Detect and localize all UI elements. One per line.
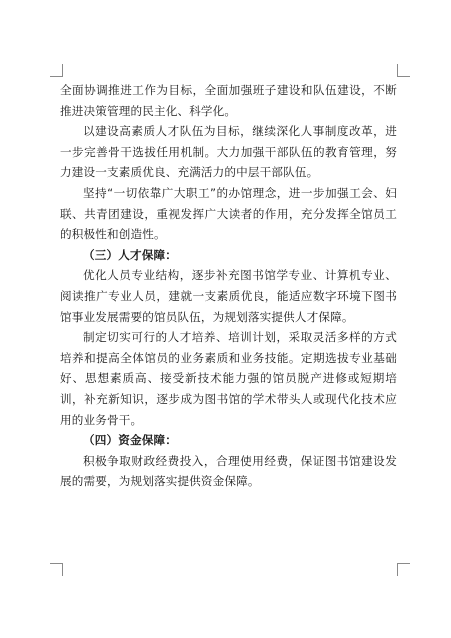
- crop-mark-bottom-left: [50, 563, 63, 576]
- paragraph-funding: 积极争取财政经费投入，合理使用经费，保证图书馆建设发展的需要，为规划落实提供资金保障。: [60, 453, 397, 489]
- paragraph-talent-team: 以建设高素质人才队伍为目标，继续深化人事制度改革，进一步完善骨干选拔任用机制。大力加强干部队伍的教育管理，努力建设一支素质优良、充满活力的中层干部队伍。: [60, 124, 397, 180]
- paragraph-staff-reliance: 坚持“一切依靠广大职工”的办馆理念，进一步加强工会、妇联、共青团建设，重视发挥广大读者的作用，充分发挥全馆员工的积极性和创造性。: [60, 185, 397, 242]
- crop-mark-bottom-right: [397, 563, 410, 576]
- crop-mark-top-left: [50, 64, 63, 77]
- crop-mark-top-right: [397, 64, 410, 77]
- document-body: [60, 80, 397, 492]
- paragraph-staff-structure: 优化人员专业结构，逐步补充图书馆学专业、计算机专业、阅读推广专业人员，建就一支素质优良，能适应数字环境下图书馆事业发展需要的馆员队伍，为规划落实提供人才保障。: [60, 268, 397, 324]
- section-heading-funding: （四）资金保障：: [83, 433, 177, 448]
- paragraph-training-plan: 制定切实可行的人才培养、培训计划，采取灵活多样的方式培养和提高全体馆员的业务素质和业务技能。定期选拔专业基础好、思想素质高、接受新技术能力强的馆员脱产进修或短期培训，补充新知识，逐步成为图书馆的学术带头人或现代化技术应用的业务骨干。: [60, 330, 397, 427]
- section-heading-talent: （三）人才保障：: [83, 247, 177, 262]
- paragraph-leadership-goal: 全面协调推进工作为目标，全面加强班子建设和队伍建设，不断推进决策管理的民主化、科学化。: [60, 83, 397, 118]
